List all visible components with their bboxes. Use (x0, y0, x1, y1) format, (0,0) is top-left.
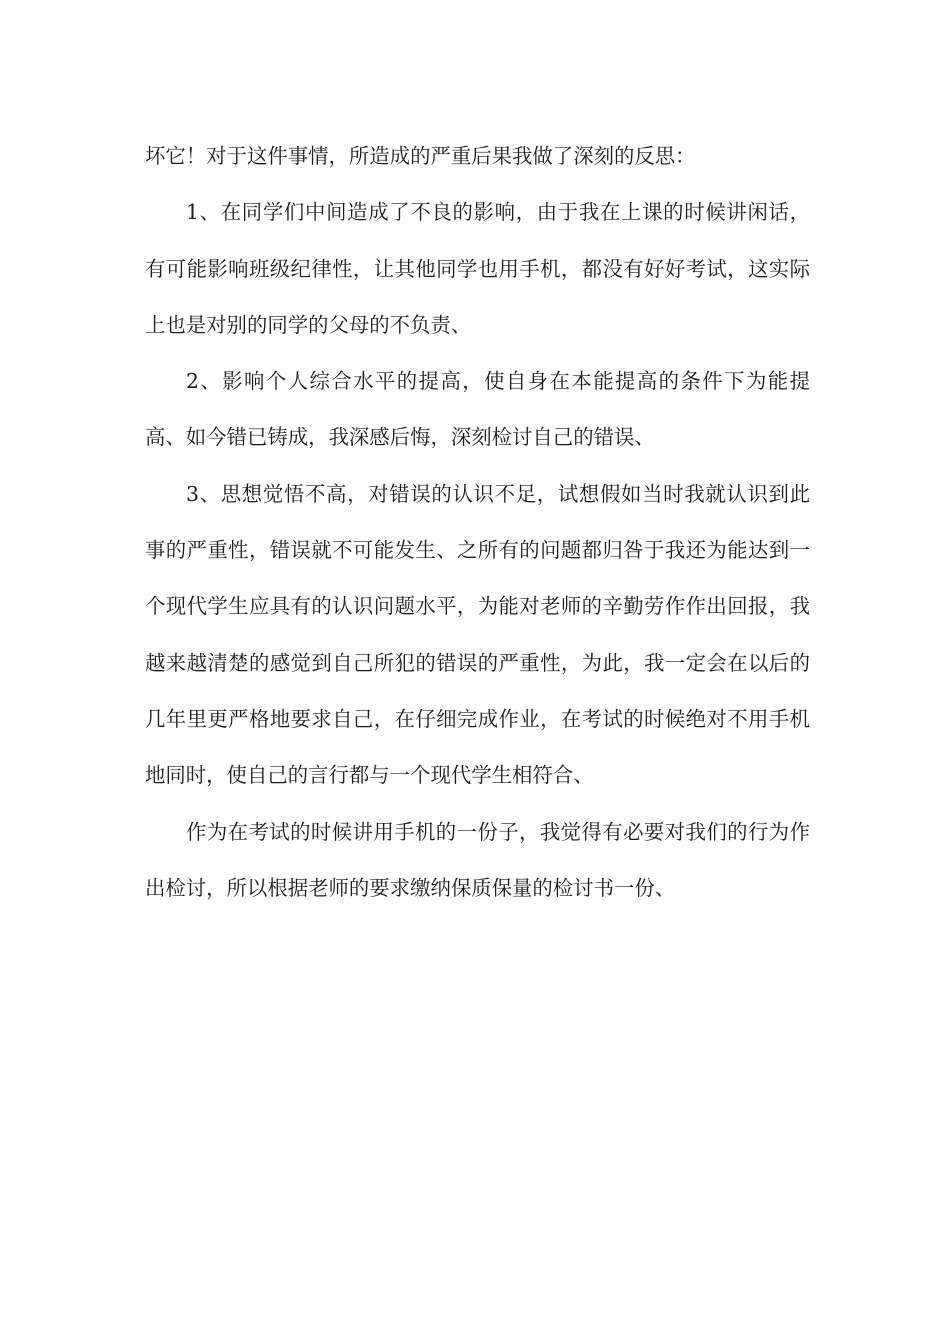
paragraph-point-3: 3、思想觉悟不高，对错误的认识不足，试想假如当时我就认识到此事的严重性，错误就不可能发生、之所有的问题都归咎于我还为能达到一个现代学生应具有的认识问题水平，为能对老师的辛勤劳作作出回报，我越来越清楚的感觉到自己所犯的错误的严重性，为此，我一定会在以后的几年里更严格地要求自己，在仔细完成作业，在考试的时候绝对不用手机地同时，使自己的言行都与一个现代学生相符合、 (145, 481, 810, 788)
document-body (145, 128, 810, 916)
paragraph-continuation: 坏它！对于这件事情，所造成的严重后果我做了深刻的反思： (145, 144, 696, 168)
paragraph-closing: 作为在考试的时候讲用手机的一份子，我觉得有必要对我们的行为作出检讨，所以根据老师的要求缴纳保质保量的检讨书一份、 (145, 819, 810, 900)
paragraph-point-1: 1、在同学们中间造成了不良的影响，由于我在上课的时候讲闲话，有可能影响班级纪律性，让其他同学也用手机，都没有好好考试，这实际上也是对别的同学的父母的不负责、 (145, 200, 810, 337)
paragraph-point-2: 2、影响个人综合水平的提高，使自身在本能提高的条件下为能提高、如今错已铸成，我深感后悔，深刻检讨自己的错误、 (145, 369, 810, 450)
